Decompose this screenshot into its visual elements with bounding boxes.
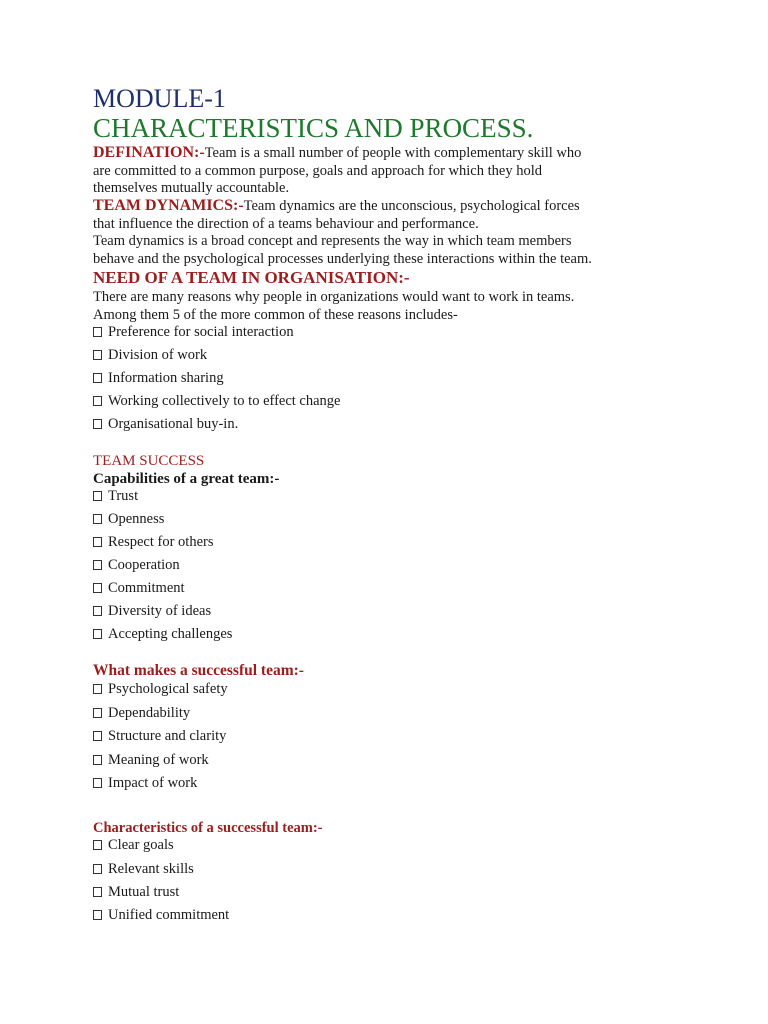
list-item: Openness — [93, 510, 164, 528]
checkbox-bullet-icon — [93, 864, 102, 874]
checkbox-bullet-icon — [93, 419, 102, 429]
need-line: There are many reasons why people in organizations would want to work in teams. — [93, 289, 575, 305]
list-item: Information sharing — [93, 369, 224, 387]
definition-line: Team is a small number of people with complementary skill who — [204, 145, 582, 161]
checkbox-bullet-icon — [93, 755, 102, 765]
need-paragraph — [93, 289, 683, 324]
checkbox-bullet-icon — [93, 350, 102, 360]
checkbox-bullet-icon — [93, 373, 102, 383]
checkbox-bullet-icon — [93, 514, 102, 524]
checkbox-bullet-icon — [93, 910, 102, 920]
checkbox-bullet-icon — [93, 708, 102, 718]
definition-line: are committed to a common purpose, goals and approach for which they hold — [93, 162, 542, 179]
team-dynamics-paragraph — [93, 197, 683, 268]
list-item: Impact of work — [93, 774, 197, 792]
list-item: Respect for others — [93, 533, 214, 551]
list-item: Dependability — [93, 704, 190, 722]
checkbox-bullet-icon — [93, 327, 102, 337]
checkbox-bullet-icon — [93, 684, 102, 694]
checkbox-bullet-icon — [93, 629, 102, 639]
characteristics-heading: Characteristics of a successful team:- — [93, 820, 323, 836]
list-item: Cooperation — [93, 556, 180, 574]
successful-team-heading: What makes a successful team:- — [93, 662, 304, 679]
checkbox-bullet-icon — [93, 396, 102, 406]
team-dynamics-line: behave and the psychological processes underlying these interactions within the team. — [93, 250, 592, 267]
list-item: Meaning of work — [93, 751, 209, 769]
definition-line: themselves mutually accountable. — [93, 180, 290, 196]
list-item: Unified commitment — [93, 906, 229, 924]
checkbox-bullet-icon — [93, 840, 102, 850]
capabilities-subheading: Capabilities of a great team:- — [93, 471, 280, 487]
list-item: Division of work — [93, 346, 207, 364]
list-item: Diversity of ideas — [93, 602, 211, 620]
list-item: Mutual trust — [93, 883, 179, 901]
checkbox-bullet-icon — [93, 560, 102, 570]
need-line: Among them 5 of the more common of these reasons includes- — [93, 306, 458, 323]
definition-paragraph — [93, 144, 683, 198]
list-item: Preference for social interaction — [93, 323, 294, 341]
checkbox-bullet-icon — [93, 537, 102, 547]
checkbox-bullet-icon — [93, 583, 102, 593]
main-title: CHARACTERISTICS AND PROCESS. — [93, 113, 534, 143]
team-success-heading: TEAM SUCCESS — [93, 453, 205, 469]
list-item: Structure and clarity — [93, 727, 226, 745]
team-dynamics-line: Team dynamics is a broad concept and represents the way in which team members — [93, 233, 572, 249]
list-item: Commitment — [93, 579, 185, 597]
need-heading: NEED OF A TEAM IN ORGANISATION:- — [93, 268, 410, 287]
list-item: Relevant skills — [93, 860, 194, 878]
checkbox-bullet-icon — [93, 606, 102, 616]
list-item: Working collectively to to effect change — [93, 392, 341, 410]
module-title: MODULE-1 — [93, 84, 226, 113]
checkbox-bullet-icon — [93, 731, 102, 741]
list-item: Organisational buy-in. — [93, 415, 238, 433]
team-dynamics-label: TEAM DYNAMICS:- — [93, 197, 244, 214]
checkbox-bullet-icon — [93, 778, 102, 788]
list-item: Accepting challenges — [93, 625, 232, 643]
list-item: Clear goals — [93, 836, 174, 854]
definition-label: DEFINATION:- — [93, 144, 205, 161]
checkbox-bullet-icon — [93, 491, 102, 501]
list-item: Psychological safety — [93, 680, 228, 698]
checkbox-bullet-icon — [93, 887, 102, 897]
team-dynamics-line: Team dynamics are the unconscious, psychological forces — [243, 198, 580, 214]
list-item: Trust — [93, 487, 138, 505]
team-dynamics-line: that influence the direction of a teams behaviour and performance. — [93, 215, 479, 232]
